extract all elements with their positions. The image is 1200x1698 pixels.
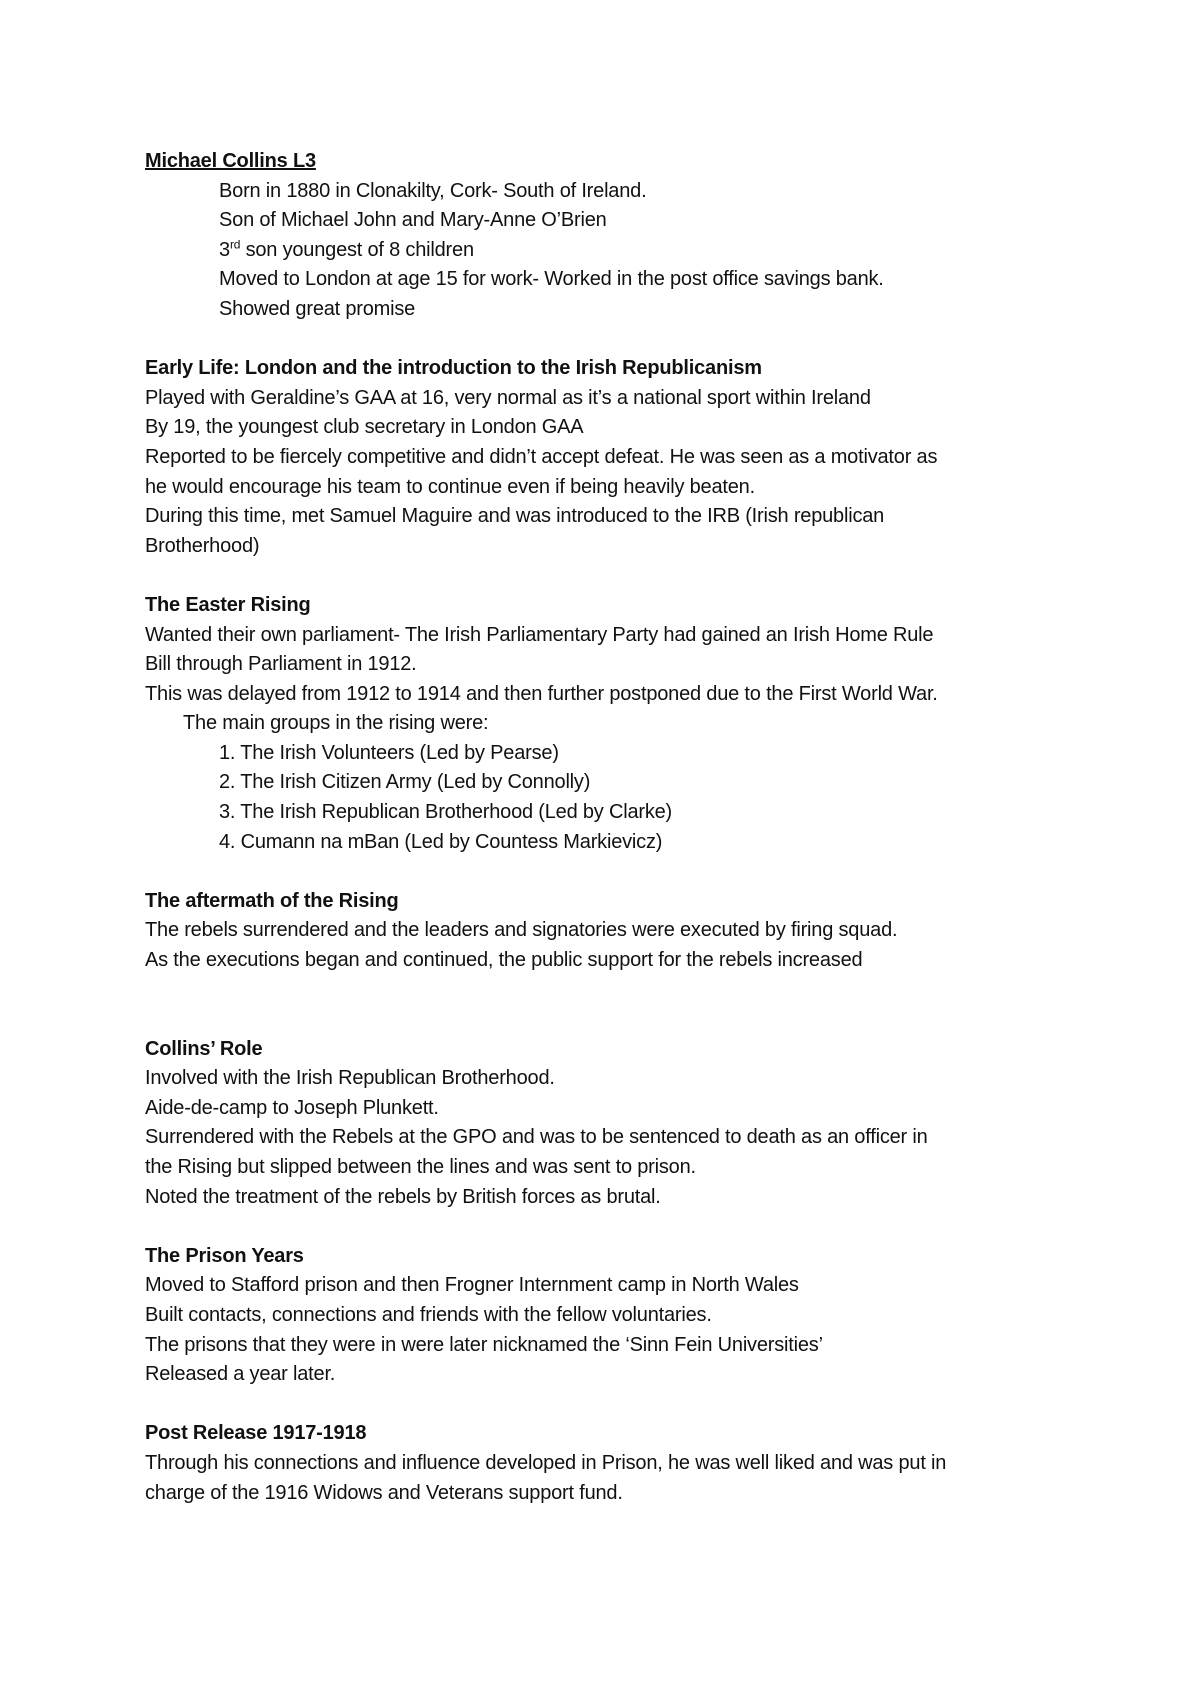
early-life-line: Played with Geraldine’s GAA at 16, very normal as it’s a national sport within Ireland (145, 386, 871, 409)
section-heading-collins-role: Collins’ Role (145, 1037, 263, 1060)
section-heading-prison-years: The Prison Years (145, 1244, 304, 1267)
groups-list-lead: The main groups in the rising were: (183, 712, 489, 735)
intro-line: Son of Michael John and Mary-Anne O’Brien (219, 209, 607, 232)
groups-list-item: 1. The Irish Volunteers (Led by Pearse) (219, 741, 559, 764)
third-son-ordinal: rd (229, 237, 241, 252)
intro-line: Born in 1880 in Clonakilty, Cork- South of Ireland. (219, 179, 647, 202)
easter-rising-line: Bill through Parliament in 1912. (145, 653, 417, 676)
post-release-line: charge of the 1916 Widows and Veterans support fund. (145, 1481, 623, 1504)
groups-list-item: 3. The Irish Republican Brotherhood (Led by Clarke) (219, 801, 673, 824)
early-life-line: Brotherhood) (145, 534, 260, 557)
section-heading-aftermath: The aftermath of the Rising (145, 889, 399, 912)
easter-rising-line: This was delayed from 1912 to 1914 and then further postponed due to the First World War. (145, 682, 938, 705)
intro-line: Moved to London at age 15 for work- Worked in the post office savings bank. (219, 268, 884, 291)
early-life-line: By 19, the youngest club secretary in London GAA (145, 416, 584, 439)
third-son-text: son youngest of 8 children (240, 238, 474, 261)
early-life-line: During this time, met Samuel Maguire and was introduced to the IRB (Irish republican (145, 505, 885, 528)
document-page (145, 147, 1085, 1508)
collins-role-line: Noted the treatment of the rebels by British forces as brutal. (145, 1185, 661, 1208)
section-heading-post-release: Post Release 1917-1918 (145, 1422, 367, 1445)
collins-role-line: the Rising but slipped between the lines and was sent to prison. (145, 1156, 696, 1178)
prison-years-line: Moved to Stafford prison and then Frogner Internment camp in North Wales (145, 1274, 799, 1297)
groups-list-item: 2. The Irish Citizen Army (Led by Connolly) (219, 771, 591, 794)
intro-line-third-son (145, 236, 1085, 266)
document-title: Michael Collins L3 (145, 150, 316, 172)
aftermath-line: As the executions began and continued, the public support for the rebels increased (145, 949, 863, 972)
prison-years-line: Released a year later. (145, 1363, 336, 1386)
prison-years-line: The prisons that they were in were later nicknamed the ‘Sinn Fein Universities’ (145, 1333, 823, 1356)
early-life-line: Reported to be fiercely competitive and didn’t accept defeat. He was seen as a motivator as (145, 445, 938, 468)
section-heading-early-life: Early Life: London and the introduction to the Irish Republicanism (145, 357, 762, 380)
collins-role-line: Aide-de-camp to Joseph Plunkett. (145, 1096, 439, 1119)
prison-years-line: Built contacts, connections and friends with the fellow voluntaries. (145, 1303, 712, 1326)
collins-role-line: Surrendered with the Rebels at the GPO and was to be sentenced to death as an officer in (145, 1126, 928, 1149)
easter-rising-line: Wanted their own parliament- The Irish Parliamentary Party had gained an Irish Home Rule (145, 623, 934, 646)
collins-role-line: Involved with the Irish Republican Brotherhood. (145, 1067, 555, 1090)
groups-list-item: 4. Cumann na mBan (Led by Countess Markievicz) (219, 830, 663, 853)
post-release-line: Through his connections and influence developed in Prison, he was well liked and was put in (145, 1451, 947, 1474)
early-life-line: he would encourage his team to continue even if being heavily beaten. (145, 475, 755, 498)
aftermath-line: The rebels surrendered and the leaders and signatories were executed by firing squad. (145, 919, 898, 942)
section-heading-easter-rising: The Easter Rising (145, 593, 311, 616)
third-son-number: 3 (219, 238, 230, 261)
intro-line: Showed great promise (219, 297, 416, 320)
